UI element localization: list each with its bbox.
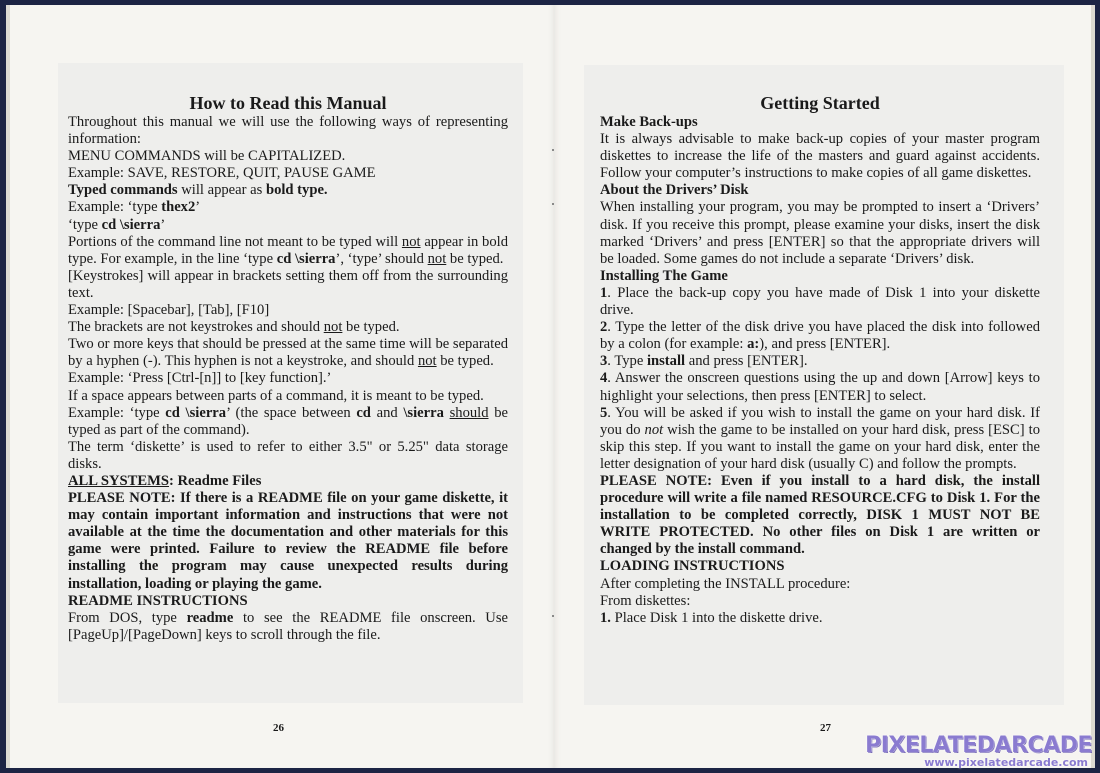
page-number-left: 26 [273,722,284,734]
install-step-1: 1. Place the back-up copy you have made of Disk 1 into your diskette drive. [600,284,1040,319]
install-step-5: 5. You will be asked if you wish to install the game on your hard disk. If you do not wish the game to be installed on your hard disk, press [ESC] to skip this step. If you want to install the game on your hard disk, enter the letter designation of your hard disk (usually C) and follow the prompts. [600,404,1040,472]
backups-heading: Make Back-ups [600,114,698,130]
install-note: PLEASE NOTE: Even if you install to a hard disk, the install procedure will write a file named RESOURCE.CFG to Disk 1. For the installation to be completed correctly, DISK 1 MUST NOT BE WRITE PROTECTED. No other files on Disk 1 are written or changed by the install command. [600,472,1040,558]
left-page [6,5,555,768]
brackets-paragraph: The brackets are not keystrokes and should not be typed. [68,319,400,336]
hyphen-paragraph: Two or more keys that should be pressed at the same time will be separated by a hyphen (-). This hyphen is not a keystroke, and should not be typed. [68,336,508,370]
right-page-content [600,93,1040,627]
loading-from-text: From diskettes: [600,592,691,609]
typed-example-1: Example: ‘type thex2’ [68,199,201,216]
keystrokes-paragraph: [Keystrokes] will appear in brackets setting them off from the surrounding text. [68,267,508,301]
space-example: Example: ‘type cd \sierra’ (the space between cd and \sierra should be typed as part of the command). [68,404,508,438]
binding-mark [552,149,554,151]
binding-mark [552,615,554,617]
typed-example-2: ‘type cd \sierra’ [68,216,166,233]
watermark-url: www.pixelatedarcade.com [924,756,1088,769]
diskette-term: The term ‘diskette’ is used to refer to either 3.5" or 5.25" data storage disks. [68,438,508,472]
watermark-brand: PIXELATEDARCADE [865,733,1092,758]
binding-mark [552,203,554,205]
watermark [865,735,1092,769]
right-page [554,5,1095,768]
intro-paragraph: Throughout this manual we will use the following ways of representing information: [68,114,508,148]
left-page-content [68,93,508,644]
portions-paragraph: Portions of the command line not meant to be typed will not appear in bold type. For example, in the line ‘type cd \sierra’, ‘type’ should not be typed. [68,233,508,267]
install-heading: Installing The Game [600,267,728,284]
install-step-2: 2. Type the letter of the disk drive you have placed the disk into followed by a colon (for example: a:), and press [ENTER]. [600,319,1040,353]
readme-instructions-heading: README INSTRUCTIONS [68,592,248,609]
menu-commands-text: MENU COMMANDS will be CAPITALIZED. [68,148,346,165]
menu-example-text: Example: SAVE, RESTORE, QUIT, PAUSE GAME [68,165,376,182]
install-step-3: 3. Type install and press [ENTER]. [600,353,808,370]
install-step-4: 4. Answer the onscreen questions using the up and down [Arrow] keys to highlight your selections, then press [ENTER] to select. [600,370,1040,404]
loading-step-1: 1. Place Disk 1 into the diskette drive. [600,609,823,626]
page-title: How to Read this Manual [189,93,387,113]
drivers-text: When installing your program, you may be prompted to insert a ‘Drivers’ disk. If you receive this prompt, please examine your disks, insert the disk marked ‘Drivers’ and press [ENTER] so that the appropriate drivers will be loaded. Some games do not include a separate ‘Drivers’ disk. [600,199,1040,267]
readme-note: PLEASE NOTE: If there is a README file on your game diskette, it may contain important information and instructions that were not available at the time the documentation and other materials for this game were printed. Failure to review the README file before installing the program may cause unexpected results during installation, loading or playing the game. [68,490,508,592]
space-rule: If a space appears between parts of a command, it is meant to be typed. [68,387,484,404]
loading-heading: LOADING INSTRUCTIONS [600,558,785,575]
readme-instructions-text: From DOS, type readme to see the README file onscreen. Use [PageUp]/[PageDown] keys to scroll through the file. [68,609,508,643]
manual-spread [6,5,1095,768]
ctrl-example: Example: ‘Press [Ctrl-[n]] to [key function].’ [68,370,332,387]
backups-text: It is always advisable to make back-up copies of your master program diskettes to increase the life of the masters and guard against accidents. Follow your computer’s instructions to make copies of all game diskettes. [600,131,1040,182]
page-number-right: 27 [820,722,831,734]
loading-after-text: After completing the INSTALL procedure: [600,575,851,592]
page-title: Getting Started [760,93,880,113]
all-systems-heading: ALL SYSTEMS: Readme Files [68,472,262,489]
drivers-heading: About the Drivers’ Disk [600,182,749,199]
keystrokes-example: Example: [Spacebar], [Tab], [F10] [68,302,270,319]
typed-commands-text: Typed commands will appear as bold type. [68,182,328,199]
